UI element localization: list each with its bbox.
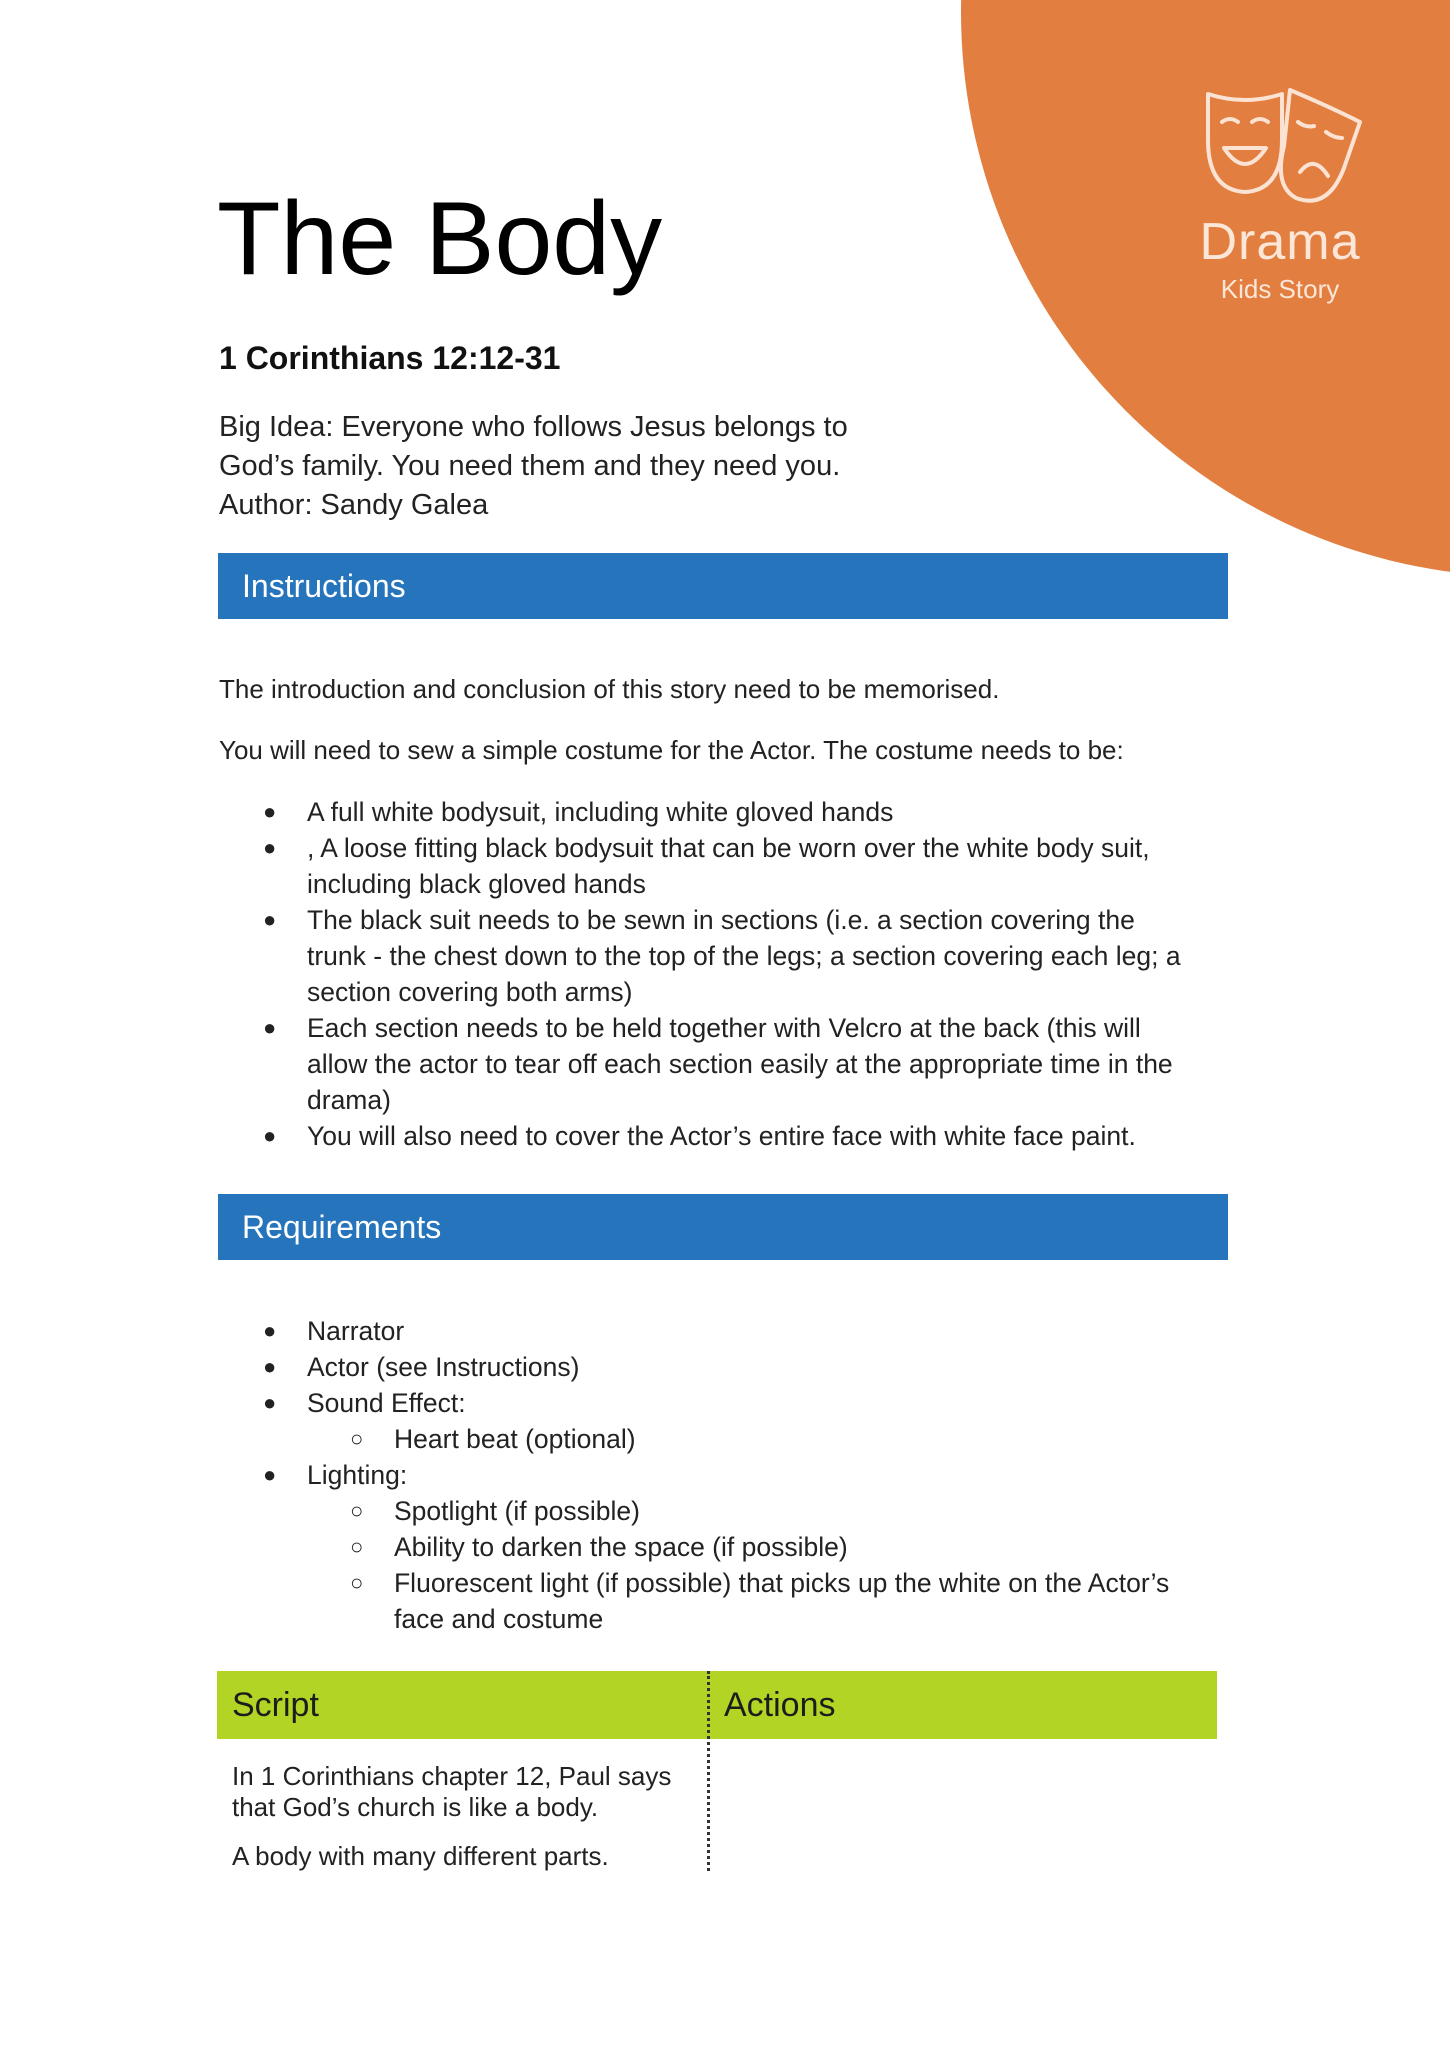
list-item-continuation: trunk - the chest down to the top of the legs; a section covering each leg; a bbox=[307, 941, 1181, 971]
author-line: Author: Sandy Galea bbox=[219, 489, 489, 521]
list-item-continuation: section covering both arms) bbox=[307, 977, 633, 1007]
drama-masks-icon bbox=[1190, 80, 1370, 210]
script-paragraph-1: In 1 Corinthians chapter 12, Paul says that God’s church is like a body. bbox=[232, 1761, 672, 1822]
requirements-heading: Requirements bbox=[218, 1194, 1228, 1260]
sub-list-item: ○ Spotlight (if possible) bbox=[219, 1493, 1229, 1529]
scripture-reference: 1 Corinthians 12:12-31 bbox=[219, 340, 561, 376]
instructions-paragraph-2: You will need to sew a simple costume for the Actor. The costume needs to be: bbox=[219, 735, 1124, 765]
list-item: ● The black suit needs to be sewn in sections (i.e. a section covering the bbox=[219, 902, 1229, 938]
badge-title: Drama bbox=[1199, 213, 1361, 271]
script-table bbox=[217, 1671, 1217, 1890]
bullet-icon: ● bbox=[263, 1318, 277, 1343]
list-item-continuation: including black gloved hands bbox=[307, 869, 646, 899]
bullet-icon: ● bbox=[263, 1462, 277, 1487]
bullet-icon: ● bbox=[263, 799, 277, 824]
list-item-continuation: allow the actor to tear off each section easily at the appropriate time in the bbox=[307, 1049, 1173, 1079]
hollow-bullet-icon: ○ bbox=[350, 1534, 364, 1559]
script-cell bbox=[217, 1739, 709, 1890]
drama-badge bbox=[1160, 80, 1400, 305]
list-item: ● Narrator bbox=[219, 1313, 1229, 1349]
list-item: ● , A loose fitting black bodysuit that can be worn over the white body suit, bbox=[219, 830, 1229, 866]
table-row bbox=[217, 1739, 1217, 1890]
sub-list-item: ○ Ability to darken the space (if possible) bbox=[219, 1529, 1229, 1565]
list-item: ● Sound Effect: bbox=[219, 1385, 1229, 1421]
actions-column-header: Actions bbox=[724, 1686, 836, 1724]
column-divider bbox=[707, 1671, 710, 1871]
bullet-icon: ● bbox=[263, 1390, 277, 1415]
bullet-icon: ● bbox=[263, 907, 277, 932]
sub-list-item: ○ Heart beat (optional) bbox=[219, 1421, 1229, 1457]
bullet-icon: ● bbox=[263, 1354, 277, 1379]
hollow-bullet-icon: ○ bbox=[350, 1498, 364, 1523]
list-item: ● You will also need to cover the Actor’s entire face with white face paint. bbox=[219, 1118, 1229, 1154]
instructions-paragraph-1: The introduction and conclusion of this story need to be memorised. bbox=[219, 674, 1000, 704]
hollow-bullet-icon: ○ bbox=[350, 1426, 364, 1451]
actions-cell bbox=[709, 1739, 1217, 1890]
list-item: ● Each section needs to be held together with Velcro at the back (this will bbox=[219, 1010, 1229, 1046]
sub-list-item: ○ Fluorescent light (if possible) that picks up the white on the Actor’s bbox=[219, 1565, 1229, 1601]
list-item: ● A full white bodysuit, including white gloved hands bbox=[219, 794, 1229, 830]
requirements-list bbox=[219, 1313, 1229, 1637]
table-header-row bbox=[217, 1671, 1217, 1739]
script-column-header: Script bbox=[232, 1686, 319, 1724]
hollow-bullet-icon: ○ bbox=[350, 1570, 364, 1595]
list-item: ● Actor (see Instructions) bbox=[219, 1349, 1229, 1385]
bullet-icon: ● bbox=[263, 1015, 277, 1040]
badge-subtitle: Kids Story bbox=[1220, 274, 1340, 304]
script-paragraph-2: A body with many different parts. bbox=[232, 1841, 609, 1871]
big-idea-line-2: God’s family. You need them and they need you. bbox=[219, 450, 841, 482]
list-item-continuation: drama) bbox=[307, 1085, 391, 1115]
bullet-icon: ● bbox=[263, 1123, 277, 1148]
list-item: ● Lighting: bbox=[219, 1457, 1229, 1493]
costume-list bbox=[219, 794, 1229, 1154]
page-title: The Body bbox=[217, 181, 663, 297]
intro-block bbox=[219, 408, 848, 525]
sub-list-item-continuation: face and costume bbox=[394, 1604, 604, 1634]
instructions-heading: Instructions bbox=[218, 553, 1228, 619]
bullet-icon: ● bbox=[263, 835, 277, 860]
big-idea-line-1: Big Idea: Everyone who follows Jesus belongs to bbox=[219, 411, 848, 443]
